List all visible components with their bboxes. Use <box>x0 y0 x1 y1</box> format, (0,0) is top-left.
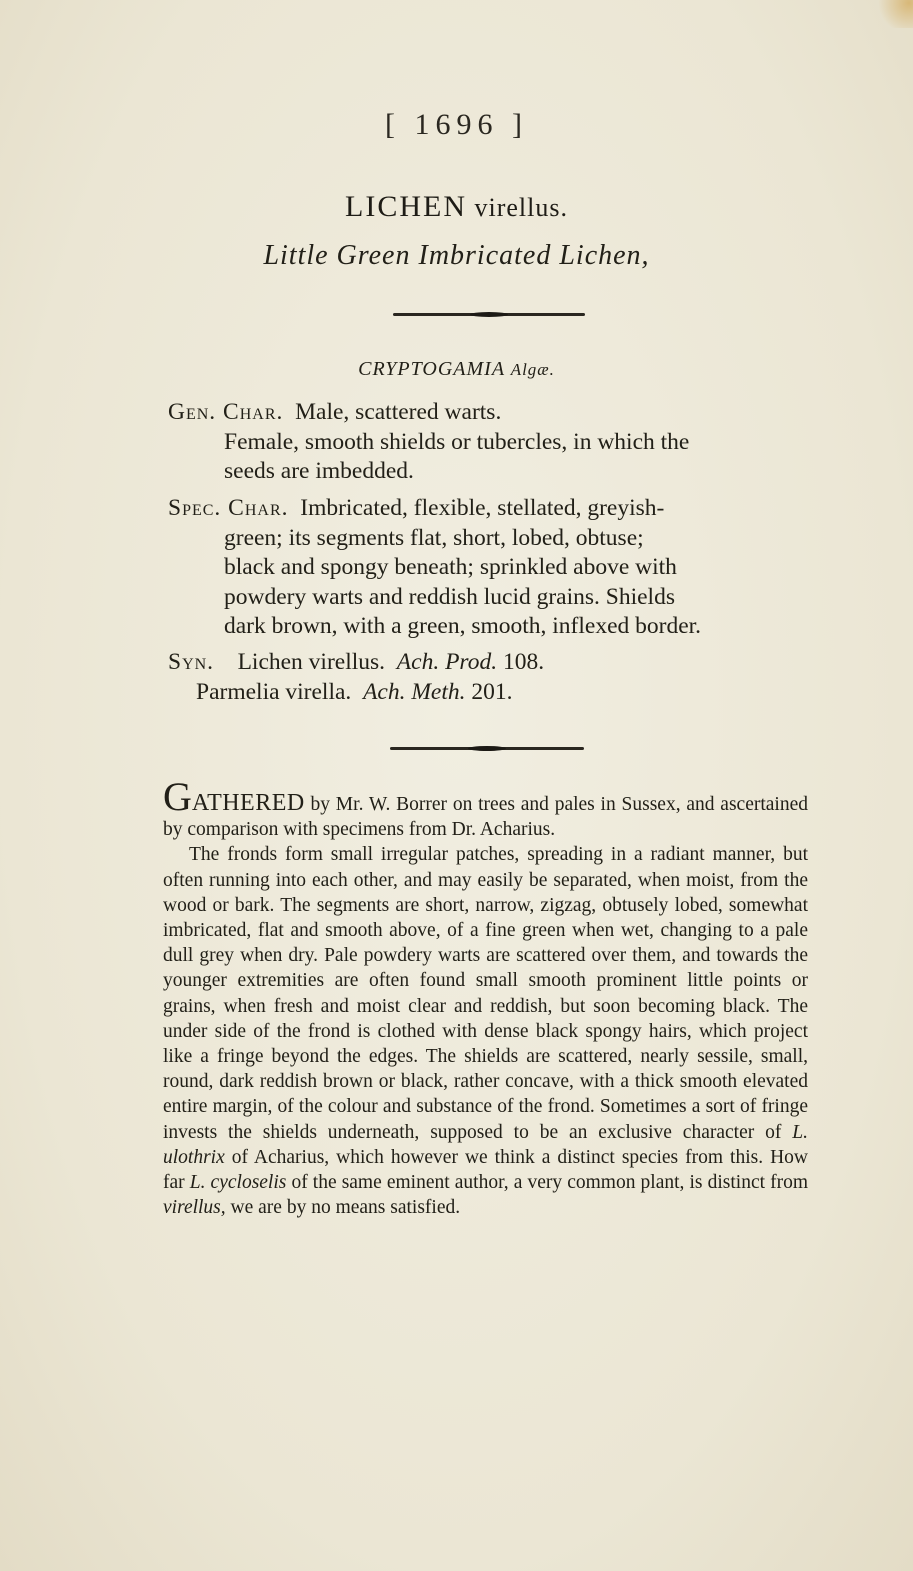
paragraph <box>163 842 808 1220</box>
title-genus: LICHEN <box>345 190 467 223</box>
gen-char-line: seeds are imbedded. <box>224 458 414 484</box>
paragraph <box>163 774 808 842</box>
syn-page: 108. <box>502 649 545 675</box>
gen-char-label: Gen. Char. <box>168 399 284 425</box>
spec-char-line: green; its segments flat, short, lobed, obtuse; <box>224 524 644 551</box>
lead-word: ATHERED <box>191 790 305 816</box>
description-text <box>163 774 809 1220</box>
title-species: virellus. <box>474 193 568 222</box>
paragraph-text: of Acharius, which however we think a distinct species from this. How far <box>163 1146 808 1194</box>
common-name: Little Green Imbricated Lichen, <box>263 240 650 271</box>
divider-rule-bottom <box>390 747 584 750</box>
spec-char-block <box>168 494 818 642</box>
order-name: Algæ. <box>510 360 555 379</box>
paper-stain <box>873 0 913 28</box>
spec-char-line: Imbricated, flexible, stellated, greyish- <box>300 495 665 521</box>
spec-char-line: powdery warts and reddish lucid grains. Shields <box>224 583 675 610</box>
gen-char-line: Female, smooth shields or tubercles, in which the <box>224 428 690 455</box>
paragraph-text: by Mr. W. Borrer on trees and pales in Sussex, and ascertained by comparison with specimens from Dr. Acharius. <box>163 794 808 841</box>
syn-ref: Ach. Meth. <box>363 678 466 705</box>
gen-char-line: Male, scattered warts. <box>295 399 502 425</box>
syn-label: Syn. <box>168 649 215 675</box>
syn-ref: Ach. Prod. <box>396 649 498 675</box>
divider-rule-top <box>393 313 585 316</box>
syn-name: Parmelia virella. <box>196 678 352 705</box>
page-title <box>0 190 913 224</box>
page-number: [ 1696 ] <box>385 108 528 141</box>
species-name: virellus, <box>163 1197 226 1219</box>
gen-char-block <box>168 398 818 487</box>
spec-char-line: dark brown, with a green, smooth, inflexed border. <box>224 613 702 639</box>
syn-page: 201. <box>471 678 513 705</box>
classification <box>0 358 913 381</box>
syn-name: Lichen virellus. <box>237 649 386 675</box>
spec-char-label: Spec. Char. <box>168 495 289 521</box>
paragraph-text: we are by no means satisfied. <box>230 1197 461 1219</box>
drop-cap: G <box>163 774 192 819</box>
paragraph-text: of the same eminent author, a very common plant, is distinct from <box>291 1172 809 1194</box>
species-name: L. ulothrix <box>163 1121 808 1168</box>
synonyms-block <box>168 648 818 707</box>
class-name: CRYPTOGAMIA <box>358 358 505 380</box>
species-name: L. cycloselis <box>189 1172 287 1194</box>
spec-char-line: black and spongy beneath; sprinkled above with <box>224 554 677 580</box>
paragraph-text: The fronds form small irregular patches, spreading in a radiant manner, but often running into each other, and may easily be separated, when moist, from the wood or bark. The segments are short, narrow, zigzag, obtusely lobed, somewhat imbricated, flat and smooth above, of a fine green when wet, changing to a pale dull grey when dry. Pale powdery warts are scattered over them, and towards the younger extremities are often found small smooth prominent little points or grains, when fresh and moist clear and reddish, but soon becoming black. The under side of the frond is clothed with dense black spongy hairs, which project like a fringe beyond the edges. The shields are scattered, nearly sessile, small, round, dark reddish brown or black, rather concave, with a thick smooth elevated entire margin, of the colour and substance of the frond. Sometimes a sort of fringe invests the shields underneath, supposed to be an exclusive character of <box>163 844 808 1143</box>
